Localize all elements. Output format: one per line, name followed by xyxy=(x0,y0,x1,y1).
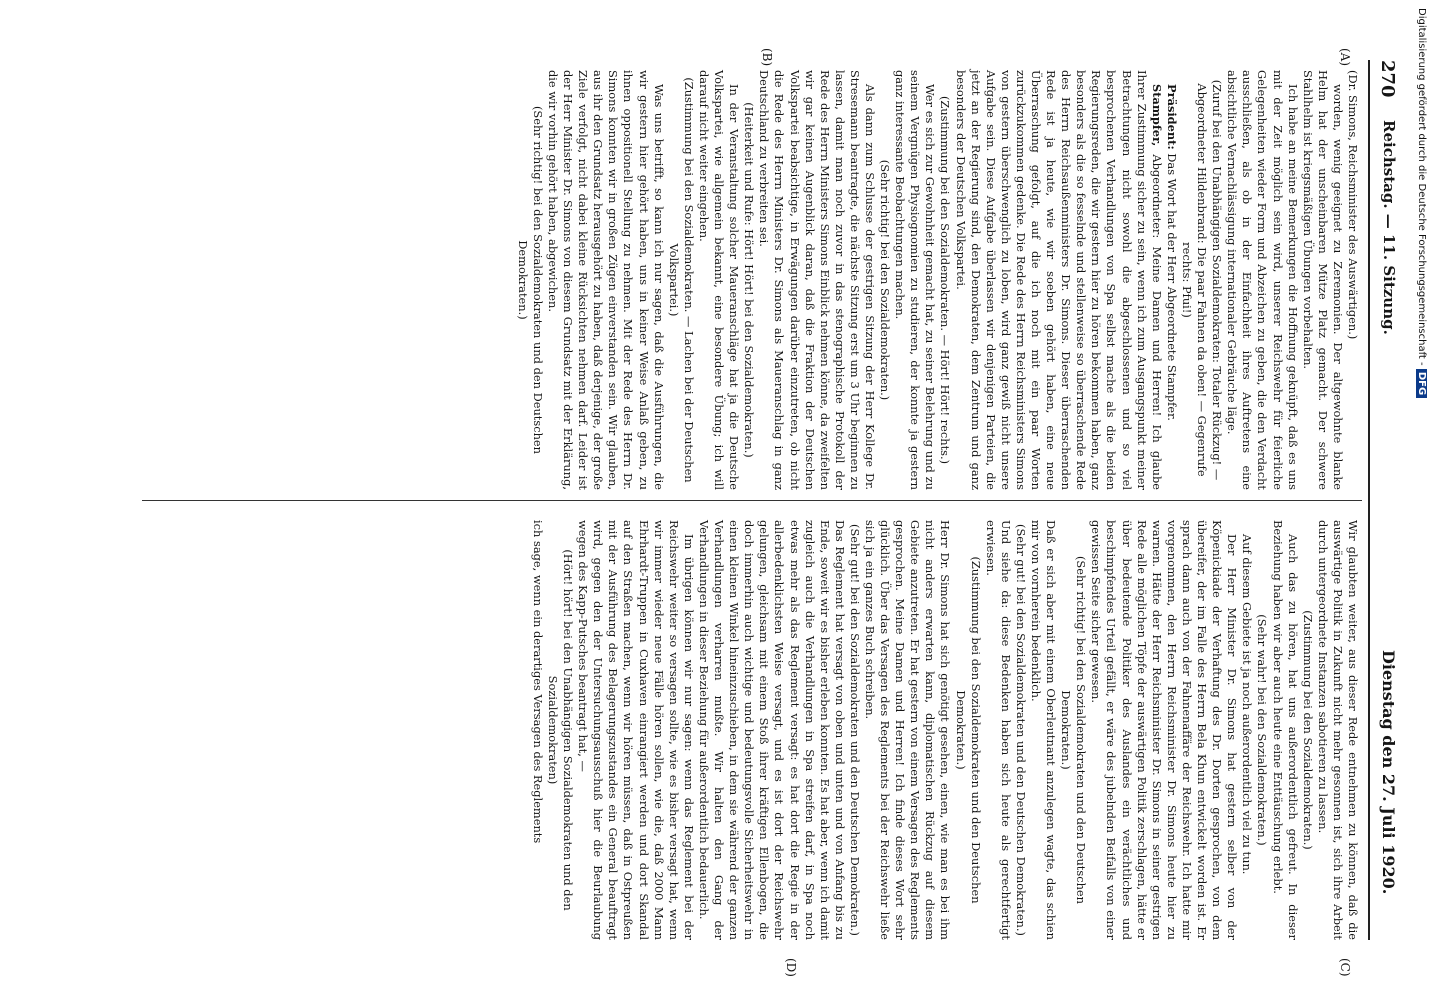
digitization-credit xyxy=(1414,8,1428,992)
paragraph xyxy=(530,520,545,940)
paragraph-text: Wer es sich zur Gewohnheit gemacht hat, zu seiner Belehrung und zu seinem Vergnügen Physiognomien zu studieren, der konnte ja gestern ganz interessante Beobachtungen machen. xyxy=(893,70,938,490)
paragraph-text: Auch das zu hören, hat uns außerordentlich gefreut. In dieser Beziehung haben wir aber auch heute eine Enttäuschung erlebt. xyxy=(1270,520,1300,940)
paragraph-text: (Sehr richtig! bei den Sozialdemokraten und den Deutschen Demokraten.) xyxy=(1059,555,1089,905)
paragraph-text: (Sehr richtig! bei den Sozialdemokraten.) xyxy=(878,159,893,401)
paragraph-text: (Hört! hört! bei den Unabhängigen Sozialdemokraten und den Sozialdemokraten) xyxy=(546,549,576,911)
interjection xyxy=(545,520,575,940)
paragraph xyxy=(1300,70,1345,490)
paragraph-text: Das Reglement hat versagt von oben und unten und von Anfang bis zu Ende, soweit wir es bisher erleben konnten. Es hat aber, wenn ich damit zugleich auch die Verhandlungen in Spa streifen darf, in Spa noch etwas mehr als das Reglement versagt: es hat dort die Regie in der allerbedenklichsten Weise versagt, und es ist dort der Reichswehr gelungen, gleichsam mit einem Stoß ihrer kräftigen Ellenbogen, die doch immerhin auch wichtige und bedeutungsvolle Sicherheitswehr in einen kleinen Winkel hineinzuschieben, in dem sie während der ganzen Verhandlungen verharren mußte. Wir halten den Gang der Verhandlungen in dieser Beziehung für außerordentlich bedauerlich. xyxy=(696,520,847,940)
paragraph-text: (Zustimmung bei den Sozialdemokraten. — Lachen bei der Deutschen Volkspartei.) xyxy=(666,77,696,483)
paragraph-text: Wir glaubten weiter, aus dieser Rede entnehmen zu können, daß die auswärtige Politik in Zukunft nicht mehr gesonnen ist, sich ihre Arbeit durch untergeordnete Instanzen sabotieren zu lassen. xyxy=(1315,520,1360,940)
paragraph xyxy=(1224,70,1299,490)
paragraph-text: Herr Dr. Simons hat sich genötigt gesehen, einen, wie man es bei ihm nicht anders erwarten kann, diplomatischen Rückzug auf diesem Gebiete anzutreten. Er hat gestern von einem Versagen des Reglements gesprochen. Meine Damen und Herren! Ich finde dieses Wort sehr glücklich. Über das Versagen des Reglements bei der Reichswehr ließe sich ja ein ganzes Buch schreiben. xyxy=(863,520,953,940)
paragraph-text: (Sehr richtig! bei den Sozialdemokraten und den Deutschen Demokraten.) xyxy=(515,105,545,455)
credit-text: Digitalisierung gefördert durch die Deutsche Forschungsgemeinschaft - xyxy=(1416,8,1427,366)
interjection xyxy=(1300,520,1315,940)
paragraph-text: Daß er sich aber mit einem Oberleutnant anzulegen wagte, das schien mir von vornherein bedenklich. xyxy=(1029,520,1059,940)
paragraph-text: (Sehr gut! bei den Sozialdemokraten und den Deutschen Demokraten.) xyxy=(1013,524,1028,936)
paragraph-text: (Zustimmung bei den Sozialdemokraten. — Hört! Hört! rechts.) xyxy=(938,95,953,465)
margin-marker-b: (B) xyxy=(760,48,774,67)
paragraph xyxy=(1088,520,1239,940)
interjection xyxy=(1179,70,1224,490)
speaker-label: Stampfer, xyxy=(1149,84,1164,147)
interjection xyxy=(741,70,756,490)
interjection xyxy=(877,70,892,490)
paragraph-text: (Zustimmung bei den Sozialdemokraten.) xyxy=(1300,610,1315,850)
paragraph xyxy=(545,70,666,490)
interjection xyxy=(937,70,952,490)
margin-marker-c: (C) xyxy=(1338,958,1352,977)
paragraph-text: Ich habe an meine Bemerkungen die Hoffnung geknüpft, daß es uns mit der Zeit möglich sein wird, unserer Reichswehr für feierliche Gelegenheiten wieder Form und Abzeichen zu geben, die den Verdacht ausschließen, als ob in der Einfachheit ihres Auftretens eine absichtliche Vernachlässigung internationaler Gebräuche läge. xyxy=(1225,70,1300,490)
paragraph xyxy=(1315,520,1360,940)
paragraph-text: Der Herr Minister Dr. Simons hat gestern selber von der Köpenickiade der Verhaftung des Dr. Dorten gesprochen, von dem übereifer, der im Falle des Herrn Bela Khun entwickelt worden ist. Er sprach dann auch von der Fahnenaffäre der Reichswehr. Ich hatte mir vorgenommen, den Herrn Reichsminister Dr. Simons heute hier zu warnen. Hätte der Herr Reichsminister Dr. Simons in seiner gestrigen Rede alle möglichen Töpfe der auswärtigen Politik zerschlagen, hätte er über bedeutende Politiker des Auslandes ein verächtliches und beschimpfendes Urteil gefällt, er wäre des jubelnden Beifalls von einer gewissen Seite sicher gewesen. xyxy=(1089,520,1240,940)
interjection xyxy=(952,520,982,940)
paragraph-text: (Sehr wahr! bei den Sozialdemokraten.) xyxy=(1255,614,1270,846)
interjection xyxy=(1058,520,1088,940)
paragraph xyxy=(1164,70,1179,490)
paragraph xyxy=(696,520,847,940)
dfg-logo: DFG xyxy=(1416,369,1427,398)
paragraph-text: Auf diesem Gebiete ist ja noch außerordentlich viel zu tun. xyxy=(1240,534,1255,875)
paragraph-text: Was uns betrifft, so kann ich nur sagen, daß die Ausführungen, die wir gestern hier gehört haben, uns in keiner Weise Anlaß geben, zu ihnen oppositionell Stellung zu nehmen. Mit der Rede des Herrn Dr. Simons konnten wir in großen Zügen einverstanden sein. Wir glauben, aus ihr den Grundsatz herausgehört zu haben, daß derjenige, der große Ziele verfolgt, nicht dabei kleine Rücksichten nehmen darf. Leider ist der Herr Minister Dr. Simons von diesem Grundsatz mit der Erklärung, die wir vorhin gehört haben, abgewichen. xyxy=(546,70,666,490)
paragraph-text: (Zuruf bei den Unabhängigen Sozialdemokraten: Totaler Rückzug! — Abgeordneter Hildenbrand: Die paar Fahnen da oben! — Gegenrufe rechts: Pfui!) xyxy=(1179,79,1225,481)
paragraph xyxy=(1028,520,1058,940)
paragraph-text: In der Veranstaltung solcher Maueranschläge hat ja die Deutsche Volkspartei, wie allgemein bekannt, eine besondere Übung; ich will darauf nicht weiter eingehen. xyxy=(696,70,742,490)
paragraph xyxy=(1239,520,1254,940)
interjection xyxy=(515,70,545,490)
paragraph-text: (Sehr gut! bei den Sozialdemokraten und den Deutschen Demokraten.) xyxy=(847,524,862,936)
column-divider xyxy=(142,500,1362,501)
interjection xyxy=(1254,520,1269,940)
interjection xyxy=(847,520,862,940)
paragraph-text: Im übrigen können wir nur sagen: wenn das Reglement bei der Reichswehr weiter so versagen sollte, wie es bisher versagt hat, wenn wir immer wieder neue Fälle hören sollen, wie die, daß 2000 Mann Ehrhardt-Truppen in Cuxhaven einrangiert werden und dort Skandal auf den Straßen machen, wenn wir hören müssen, daß in Ostpreußen mit der Ausführung des Belagerungszustandes ein General beauftragt wird, gegen den der Untersuchungsausschuß hier die Beurlaubung wegen des Kapp-Putsches beantragt hat, — xyxy=(576,520,696,940)
page-number: 270 xyxy=(1377,60,1398,98)
paragraph xyxy=(952,70,1163,490)
paragraph xyxy=(575,520,696,940)
paragraph-text: (Heiterkeit und Rufe: Hört! Hört! bei den Sozialdemokraten.) xyxy=(742,102,757,458)
paragraph xyxy=(756,70,877,490)
paragraph-text: Und siehe da: diese Bedenken haben sich heute als gerechtfertigt erwiesen. xyxy=(983,520,1013,940)
speaker-note: (Dr. Simons, Reichsminister des Auswärtigen.) xyxy=(1346,70,1360,340)
running-header xyxy=(1370,60,1404,940)
left-column xyxy=(515,70,1360,490)
paragraph-text: (Zustimmung bei den Sozialdemokraten und den Deutschen Demokraten.) xyxy=(953,556,983,904)
session-date: Dienstag den 27. Juli 1920. xyxy=(1379,650,1398,895)
paragraph-text: worden, wenig geeignet zu Zeremonien. Der altgewohnte blanke Helm hat der unscheinbaren Mütze Platz gemacht. Der schwere Stahlhelm ist kriegsmäßigen Übungen vorbehalten. xyxy=(1300,70,1345,490)
interjection xyxy=(666,70,696,490)
paragraph xyxy=(892,70,937,490)
paragraph-text: Das Wort hat der Herr Abgeordnete Stampfer. xyxy=(1164,149,1179,421)
paragraph-text: Abgeordneter: Meine Damen und Herren! Ich glaube Ihrer Zustimmung sicher zu sein, wenn ich zum Ausgangspunkt meiner Betrachtungen nicht sowohl die abgeschlossenen und so viel besprochenen Verhandlungen von Spa selbst mache als die beiden Regierungsreden, die wir gestern hier zu hören bekommen haben, ganz besonders als die so fesselnde und stellenweise so überraschende Rede des Herrn Reichsaußenministers Dr. Simons. Dieser überraschenden Rede ist ja heute, wie wir soeben gehört haben, eine neue Überraschung gefolgt, auf die ich noch mit ein paar Worten zurückzukommen gedenke. Die Rede des Herrn Reichsministers Simons von gestern überschwenglich zu loben, wird ganz gewiß nicht unsere Aufgabe sein. Diese Aufgabe überlassen wir denjenigen Parteien, die jetzt an der Regierung sind, den Demokraten, dem Zentrum und ganz besonders der Deutschen Volkspartei. xyxy=(953,70,1164,490)
interjection xyxy=(1013,520,1028,940)
speaker-label: Präsident: xyxy=(1164,84,1179,150)
margin-marker-d: (D) xyxy=(784,958,798,977)
paragraph xyxy=(696,70,741,490)
margin-marker-a: (A) xyxy=(1338,48,1352,67)
right-column xyxy=(530,520,1360,940)
paragraph xyxy=(983,520,1013,940)
paragraph xyxy=(1269,520,1299,940)
paragraph xyxy=(862,520,953,940)
session-title: Reichstag. — 11. Sitzung. xyxy=(1380,120,1398,335)
paragraph-text: Als dann zum Schlusse der gestrigen Sitzung der Herr Kollege Dr. Stresemann beantragte, die nächste Sitzung erst um 3 Uhr beginnen zu lassen, damit man noch zuvor in das stenographische Protokoll der Rede des Herrn Ministers Simons Einblick nehmen könne, da zweifelten wir gar keinen Augenblick daran, daß die Fraktion der Deutschen Volkspartei beabsichtige, in Erwägungen darüber einzutreten, ob nicht die Rede des Herrn Ministers Dr. Simons als Maueranschlag in ganz Deutschland zu verbreiten sei. xyxy=(757,70,877,490)
header-rule xyxy=(1368,60,1370,940)
paragraph-text: ich sage, wenn ein derartiges Versagen des Reglements xyxy=(530,520,545,844)
